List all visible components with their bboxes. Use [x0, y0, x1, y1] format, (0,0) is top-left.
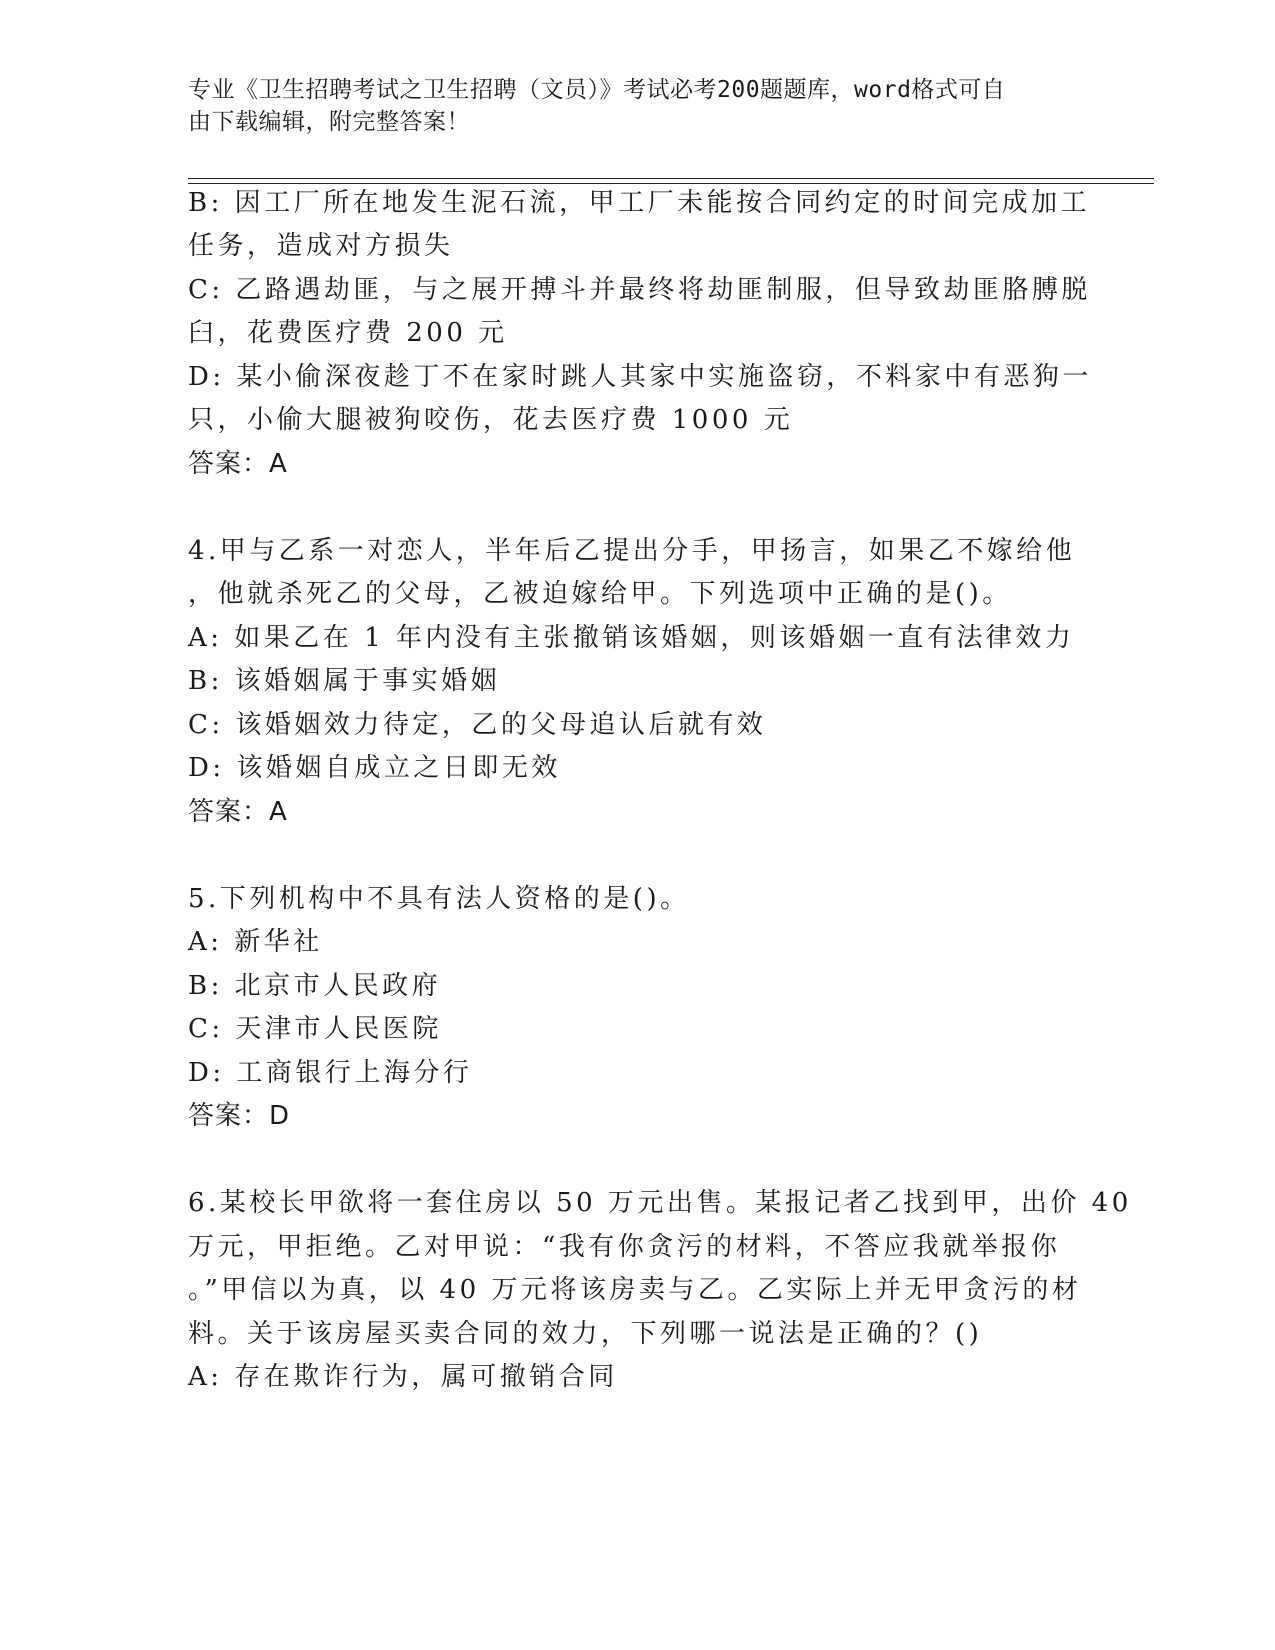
- header-line-1: 专业《卫生招聘考试之卫生招聘（文员）》考试必考200题题库，word格式可自: [188, 77, 1006, 103]
- header-divider-top: [188, 178, 1154, 179]
- header-line-2: 由下载编辑，附完整答案！: [188, 109, 470, 135]
- q4-answer: 答案：A: [188, 797, 288, 827]
- q3-option-b-line1: B: 因工厂所在地发生泥石流，甲工厂未能按合同约定的时间完成加工: [188, 188, 1091, 218]
- q4-option-c: C: 该婚姻效力待定，乙的父母追认后就有效: [188, 710, 767, 740]
- q6-stem-line3: 。”甲信以为真，以 40 万元将该房卖与乙。乙实际上并无甲贪污的材: [188, 1275, 1082, 1305]
- q5-option-b: B: 北京市人民政府: [188, 971, 442, 1001]
- q6-stem-line4: 料。关于该房屋买卖合同的效力，下列哪一说法是正确的？(): [188, 1319, 983, 1349]
- q3-option-d-line1: D: 某小偷深夜趁丁不在家时跳人其家中实施盗窃，不料家中有恶狗一: [188, 362, 1092, 392]
- q5-option-d: D: 工商银行上海分行: [188, 1058, 473, 1088]
- q3-option-b-line2: 任务，造成对方损失: [188, 231, 454, 261]
- header-divider-bottom: [188, 183, 1154, 184]
- q3-option-d-line2: 只，小偷大腿被狗咬伤，花去医疗费 1000 元: [188, 405, 794, 435]
- q3-answer: 答案：A: [188, 449, 288, 479]
- q5-answer: 答案：D: [188, 1101, 291, 1131]
- q5-option-a: A: 新华社: [188, 927, 323, 957]
- q6-option-a: A: 存在欺诈行为，属可撤销合同: [188, 1362, 618, 1392]
- q4-option-d: D: 该婚姻自成立之日即无效: [188, 753, 561, 783]
- q3-option-c-line2: 臼，花费医疗费 200 元: [188, 318, 508, 348]
- document-header: [188, 74, 1068, 138]
- q4-option-b: B: 该婚姻属于事实婚姻: [188, 666, 501, 696]
- q6-stem-line1: 6.某校长甲欲将一套住房以 50 万元出售。某报记者乙找到甲，出价 40: [188, 1188, 1132, 1218]
- q5-stem: 5.下列机构中不具有法人资格的是()。: [188, 884, 690, 914]
- q4-option-a: A: 如果乙在 1 年内没有主张撤销该婚姻，则该婚姻一直有法律效力: [188, 623, 1075, 653]
- q4-stem-line1: 4.甲与乙系一对恋人，半年后乙提出分手，甲扬言，如果乙不嫁给他: [188, 536, 1076, 566]
- q3-option-c-line1: C: 乙路遇劫匪，与之展开搏斗并最终将劫匪制服，但导致劫匪胳膊脱: [188, 275, 1091, 305]
- q4-stem-line2: ，他就杀死乙的父母，乙被迫嫁给甲。下列选项中正确的是()。: [188, 579, 1012, 609]
- q6-stem-line2: 万元，甲拒绝。乙对甲说：“我有你贪污的材料，不答应我就举报你: [188, 1232, 1061, 1262]
- q5-option-c: C: 天津市人民医院: [188, 1014, 442, 1044]
